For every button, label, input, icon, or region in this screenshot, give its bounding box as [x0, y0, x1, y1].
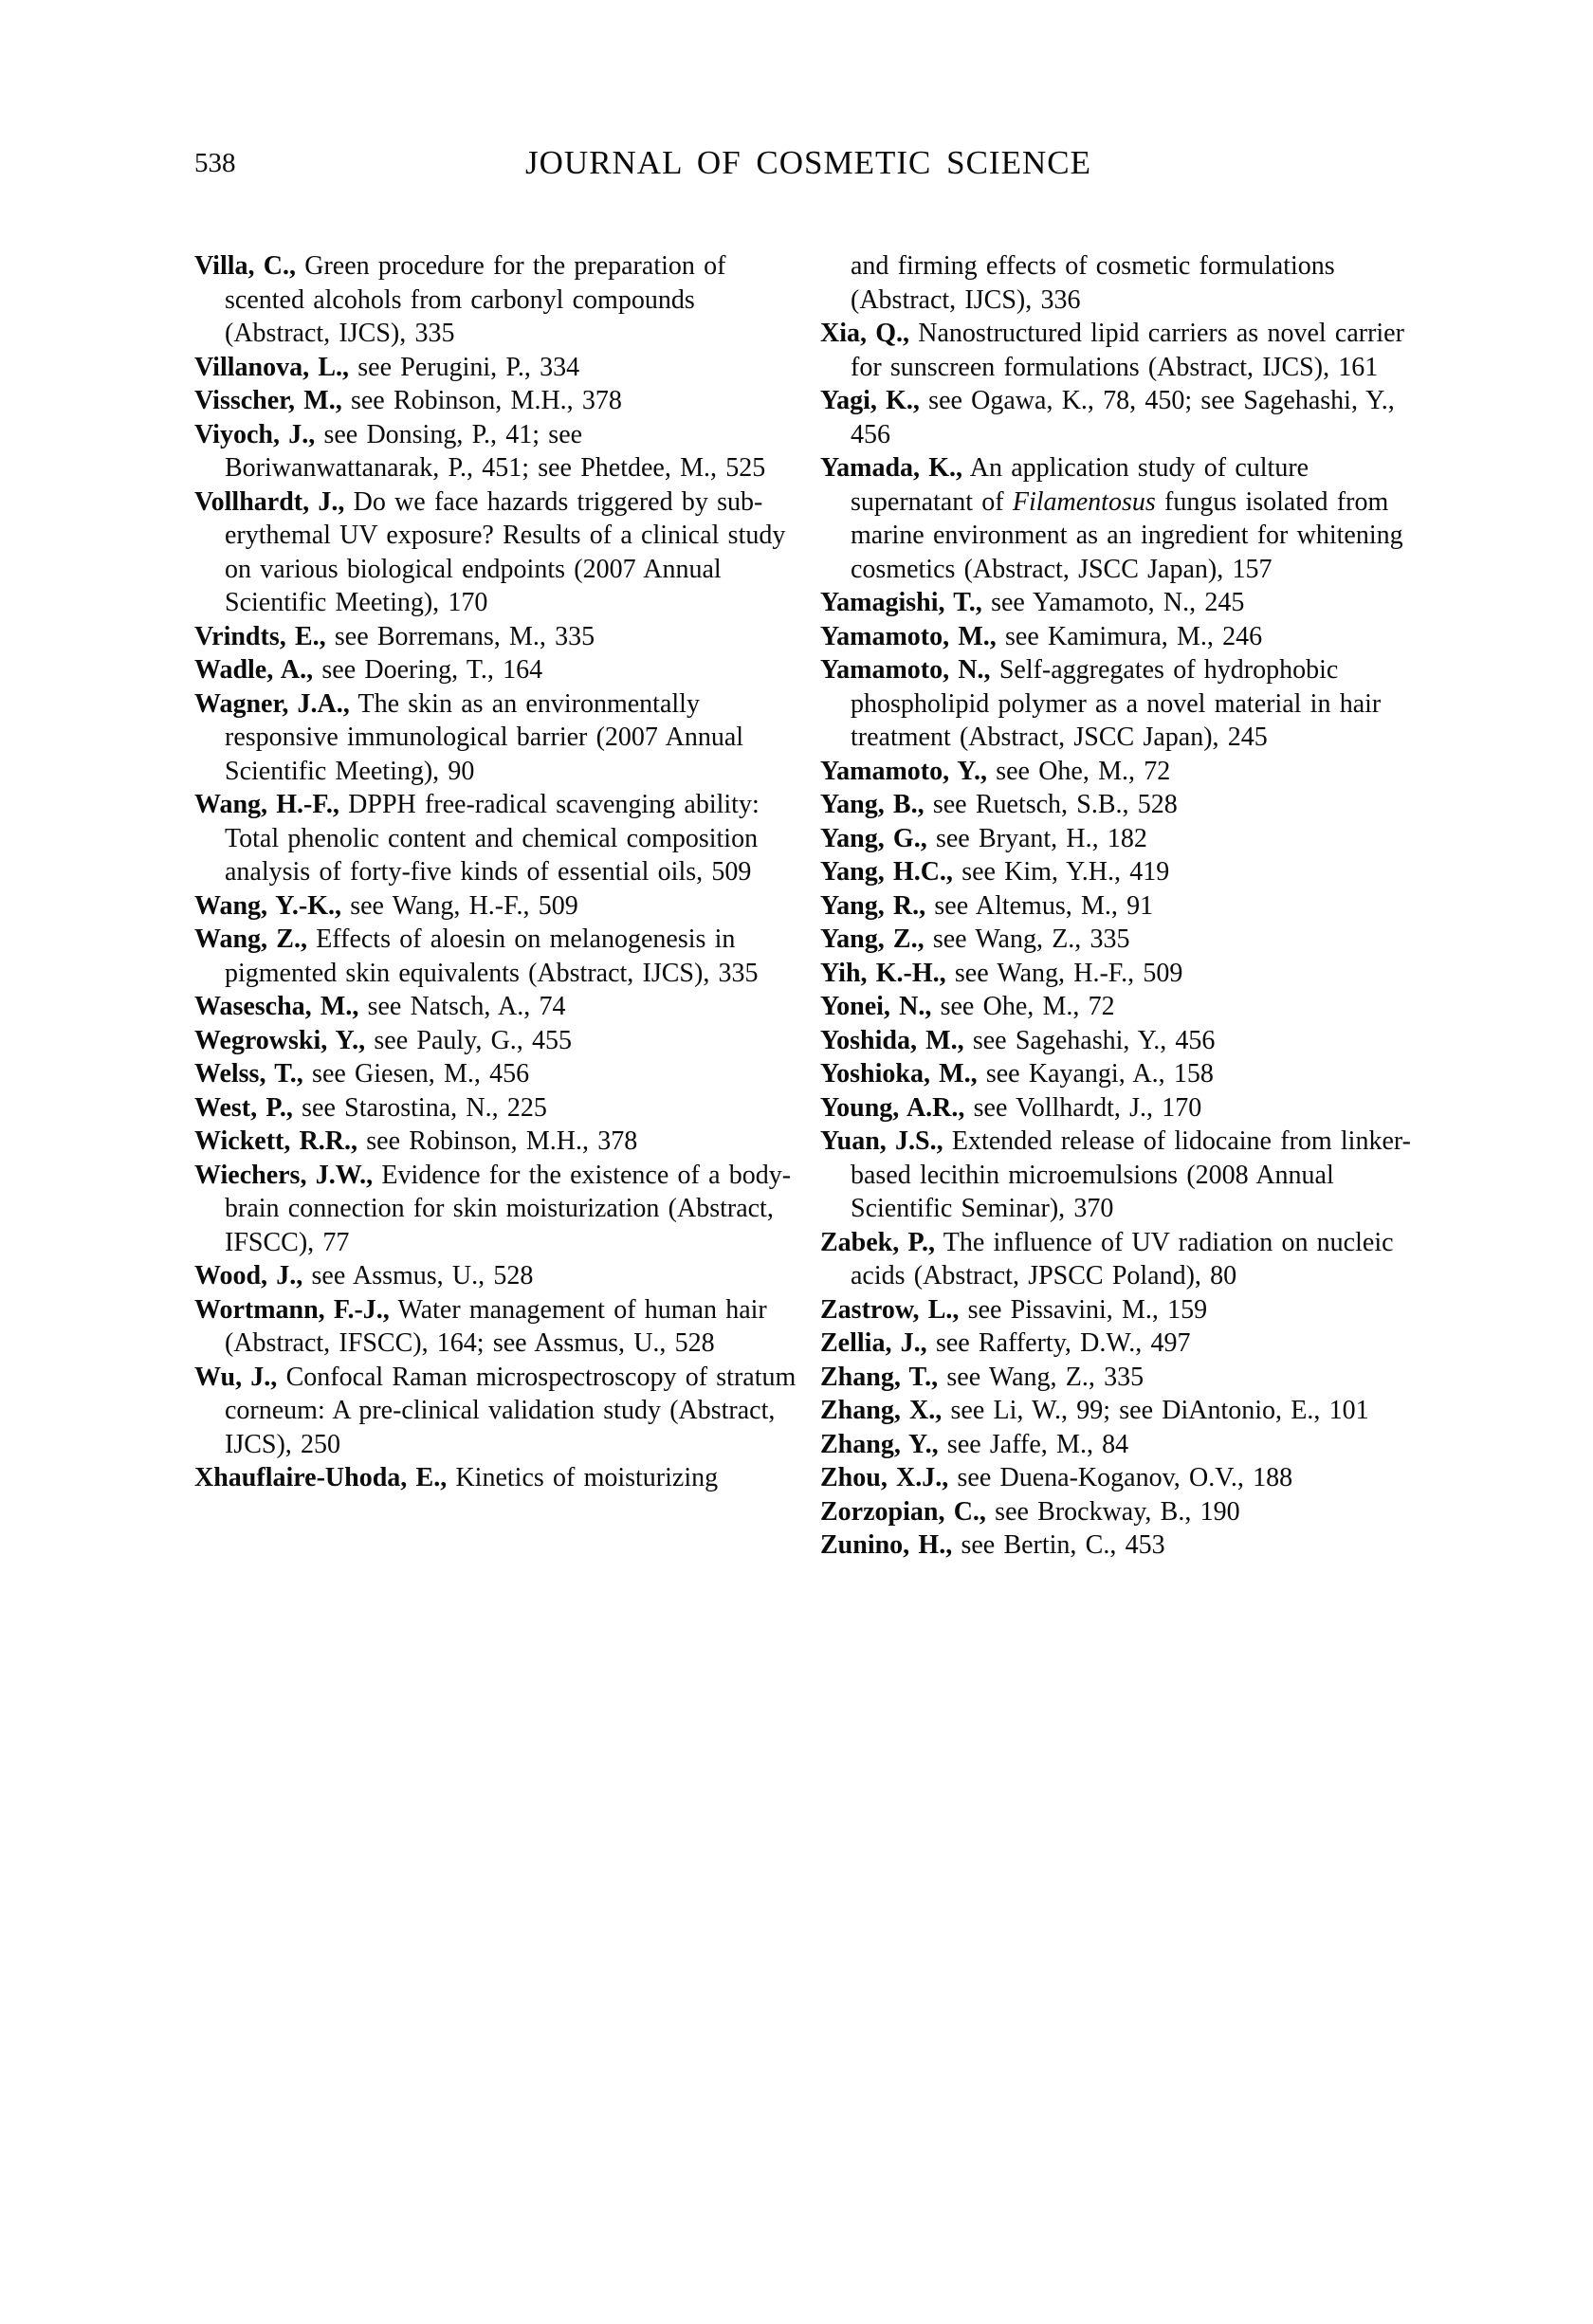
index-entry: Zhang, T., see Wang, Z., 335 [820, 1362, 1144, 1392]
index-entry: Vrindts, E., see Borremans, M., 335 [194, 621, 595, 651]
index-entry: Zabek, P., The influence of UV radiation on nucleic acids (Abstract, JPSCC Poland), 80 [820, 1227, 1394, 1290]
index-entry: Yonei, N., see Ohe, M., 72 [820, 992, 1115, 1021]
index-entry: Yagi, K., see Ogawa, K., 78, 450; see Sagehashi, Y., 456 [820, 386, 1395, 449]
entry-author: Yang, H.C., [820, 857, 953, 887]
index-entry-continuation: and firming effects of cosmetic formulations (Abstract, IJCS), 336 [851, 251, 1335, 315]
entry-author: Yang, G., [820, 823, 927, 853]
entry-author: Wang, H.-F., [194, 790, 339, 819]
entry-author: Vollhardt, J., [194, 486, 345, 517]
entry-author: Zhou, X.J., [820, 1463, 949, 1492]
entry-author: Villa, C., [194, 251, 296, 281]
index-entry: Yih, K.-H., see Wang, H.-F., 509 [820, 958, 1183, 988]
entry-author: Yonei, N., [820, 992, 932, 1021]
entry-author: Wasescha, M., [194, 992, 359, 1021]
entry-author: Zhang, Y., [820, 1429, 939, 1459]
index-entry: Wang, Y.-K., see Wang, H.-F., 509 [194, 890, 578, 921]
entry-author: Wadle, A., [194, 655, 314, 685]
page-header [194, 142, 1422, 184]
entry-author: Welss, T., [194, 1059, 303, 1089]
entry-author: Zastrow, L., [820, 1294, 960, 1325]
index-entry: Yuan, J.S., Extended release of lidocaine from linker-based lecithin microemulsions (2008 Annual Scientific Seminar), 370 [820, 1126, 1411, 1223]
index-entry: Yang, R., see Altemus, M., 91 [820, 890, 1154, 921]
index-entry: Villa, C., Green procedure for the preparation of scented alcohols from carbonyl compounds (Abstract, IJCS), 335 [194, 251, 726, 348]
index-entry: Yamamoto, Y., see Ohe, M., 72 [820, 756, 1171, 786]
entry-author: Yoshida, M., [820, 1025, 964, 1055]
index-entry: Yang, Z., see Wang, Z., 335 [820, 924, 1130, 954]
index-entry: Wiechers, J.W., Evidence for the existence of a body-brain connection for skin moisturization (Abstract, IFSCC), 77 [194, 1160, 792, 1257]
index-entry: Zellia, J., see Rafferty, D.W., 497 [820, 1328, 1191, 1358]
entry-author: Yamamoto, N., [820, 655, 991, 685]
entry-author: Wortmann, F.-J., [194, 1294, 390, 1325]
entry-author: Wood, J., [194, 1261, 303, 1290]
entry-author: Wiechers, J.W., [194, 1160, 374, 1190]
entry-author: Zabek, P., [820, 1227, 936, 1257]
index-entry: Yang, H.C., see Kim, Y.H., 419 [820, 857, 1170, 887]
entry-author: Wang, Z., [194, 924, 307, 954]
index-entry: Wagner, J.A., The skin as an environmentally responsive immunological barrier (2007 Annual Scientific Meeting), 90 [194, 688, 744, 786]
index-column-left [194, 249, 804, 1563]
entry-author: Xhauflaire-Uhoda, E., [194, 1463, 448, 1492]
entry-author: Wagner, J.A., [194, 688, 350, 719]
entry-author: West, P., [194, 1092, 293, 1123]
index-entry: Wasescha, M., see Natsch, A., 74 [194, 992, 566, 1021]
index-entry: Yang, G., see Bryant, H., 182 [820, 823, 1147, 853]
index-column-right [820, 249, 1422, 1563]
entry-author: Young, A.R., [820, 1092, 965, 1123]
index-entry: Wood, J., see Assmus, U., 528 [194, 1261, 534, 1290]
index-entry: Wortmann, F.-J., Water management of human hair (Abstract, IFSCC), 164; see Assmus, U., 528 [194, 1294, 767, 1358]
entry-author: Wu, J., [194, 1362, 278, 1392]
entry-author: Wickett, R.R., [194, 1126, 358, 1156]
entry-author: Zhang, X., [820, 1396, 943, 1425]
index-entry: Yoshida, M., see Sagehashi, Y., 456 [820, 1025, 1216, 1055]
index-entry: Young, A.R., see Vollhardt, J., 170 [820, 1092, 1202, 1123]
index-entry: Zastrow, L., see Pissavini, M., 159 [820, 1294, 1208, 1325]
entry-author: Zorzopian, C., [820, 1496, 986, 1527]
index-entry: Visscher, M., see Robinson, M.H., 378 [194, 386, 622, 415]
entry-author: Wang, Y.-K., [194, 890, 341, 921]
index-entry: Zhang, X., see Li, W., 99; see DiAntonio, E., 101 [820, 1396, 1369, 1425]
index-entry: Yamagishi, T., see Yamamoto, N., 245 [820, 588, 1245, 617]
index-entry: Yamamoto, N., Self-aggregates of hydrophobic phospholipid polymer as a novel material in hair treatment (Abstract, JSCC Japan), 245 [820, 655, 1382, 752]
entry-author: Yang, B., [820, 790, 925, 819]
index-entry: Vollhardt, J., Do we face hazards triggered by sub-erythemal UV exposure? Results of a clinical study on various biological endpoints (2007 Annual Scientific Meeting), 170 [194, 486, 786, 617]
entry-author: Zhang, T., [820, 1362, 939, 1392]
entry-author: Yih, K.-H., [820, 958, 946, 988]
entry-author: Zunino, H., [820, 1530, 953, 1560]
entry-author: Yamamoto, Y., [820, 756, 987, 786]
index-entry: West, P., see Starostina, N., 225 [194, 1092, 547, 1123]
page-number: 538 [194, 148, 236, 178]
index-entry: Yamamoto, M., see Kamimura, M., 246 [820, 621, 1263, 651]
entry-author: Villanova, L., [194, 352, 350, 382]
entry-author: Wegrowski, Y., [194, 1025, 366, 1055]
entry-author: Zellia, J., [820, 1328, 927, 1358]
index-entry: Xhauflaire-Uhoda, E., Kinetics of moisturizing [194, 1463, 719, 1492]
entry-author: Viyoch, J., [194, 419, 316, 449]
index-entry: Wang, H.-F., DPPH free-radical scavenging ability: Total phenolic content and chemical composition analysis of forty-five kinds of essential oils, 509 [194, 790, 760, 887]
entry-author: Yamamoto, M., [820, 621, 997, 651]
index-entry: Wang, Z., Effects of aloesin on melanogenesis in pigmented skin equivalents (Abstract, IJCS), 335 [194, 924, 759, 988]
index-entry: Welss, T., see Giesen, M., 456 [194, 1059, 530, 1089]
entry-author: Visscher, M., [194, 386, 342, 415]
index-entry: Villanova, L., see Perugini, P., 334 [194, 352, 580, 382]
entry-author: Yamada, K., [820, 453, 963, 483]
index-entry: Zorzopian, C., see Brockway, B., 190 [820, 1496, 1240, 1527]
entry-author: Vrindts, E., [194, 621, 326, 651]
index-entry: Wickett, R.R., see Robinson, M.H., 378 [194, 1126, 638, 1156]
index-entry: Viyoch, J., see Donsing, P., 41; see Boriwanwattanarak, P., 451; see Phetdee, M., 525 [194, 419, 766, 483]
entry-author: Yoshioka, M., [820, 1059, 978, 1089]
author-index [194, 249, 1422, 1563]
index-entry: Yang, B., see Ruetsch, S.B., 528 [820, 790, 1178, 819]
entry-author: Yamagishi, T., [820, 588, 982, 617]
journal-title: JOURNAL OF COSMETIC SCIENCE [525, 144, 1091, 181]
index-entry: Wadle, A., see Doering, T., 164 [194, 655, 543, 685]
entry-author: Yang, R., [820, 890, 926, 921]
entry-author: Yang, Z., [820, 924, 925, 954]
entry-author: Yagi, K., [820, 386, 920, 415]
index-entry: Wegrowski, Y., see Pauly, G., 455 [194, 1025, 573, 1055]
index-entry: Yoshioka, M., see Kayangi, A., 158 [820, 1059, 1214, 1089]
index-entry: Wu, J., Confocal Raman microspectroscopy of stratum corneum: A pre-clinical validation study (Abstract, IJCS), 250 [194, 1362, 796, 1459]
entry-italic-term: Filamentosus [1012, 486, 1156, 517]
index-entry: Zunino, H., see Bertin, C., 453 [820, 1530, 1165, 1560]
index-entry: Zhang, Y., see Jaffe, M., 84 [820, 1429, 1129, 1459]
entry-author: Yuan, J.S., [820, 1126, 943, 1156]
index-entry: Xia, Q., Nanostructured lipid carriers as novel carrier for sunscreen formulations (Abstract, IJCS), 161 [820, 319, 1404, 382]
index-entry: Zhou, X.J., see Duena-Koganov, O.V., 188 [820, 1463, 1293, 1492]
entry-author: Xia, Q., [820, 319, 910, 348]
index-entry: Yamada, K., An application study of culture supernatant of Filamentosus fungus isolated from marine environment as an ingredient for whitening cosmetics (Abstract, JSCC Japan), 157 [820, 453, 1403, 584]
